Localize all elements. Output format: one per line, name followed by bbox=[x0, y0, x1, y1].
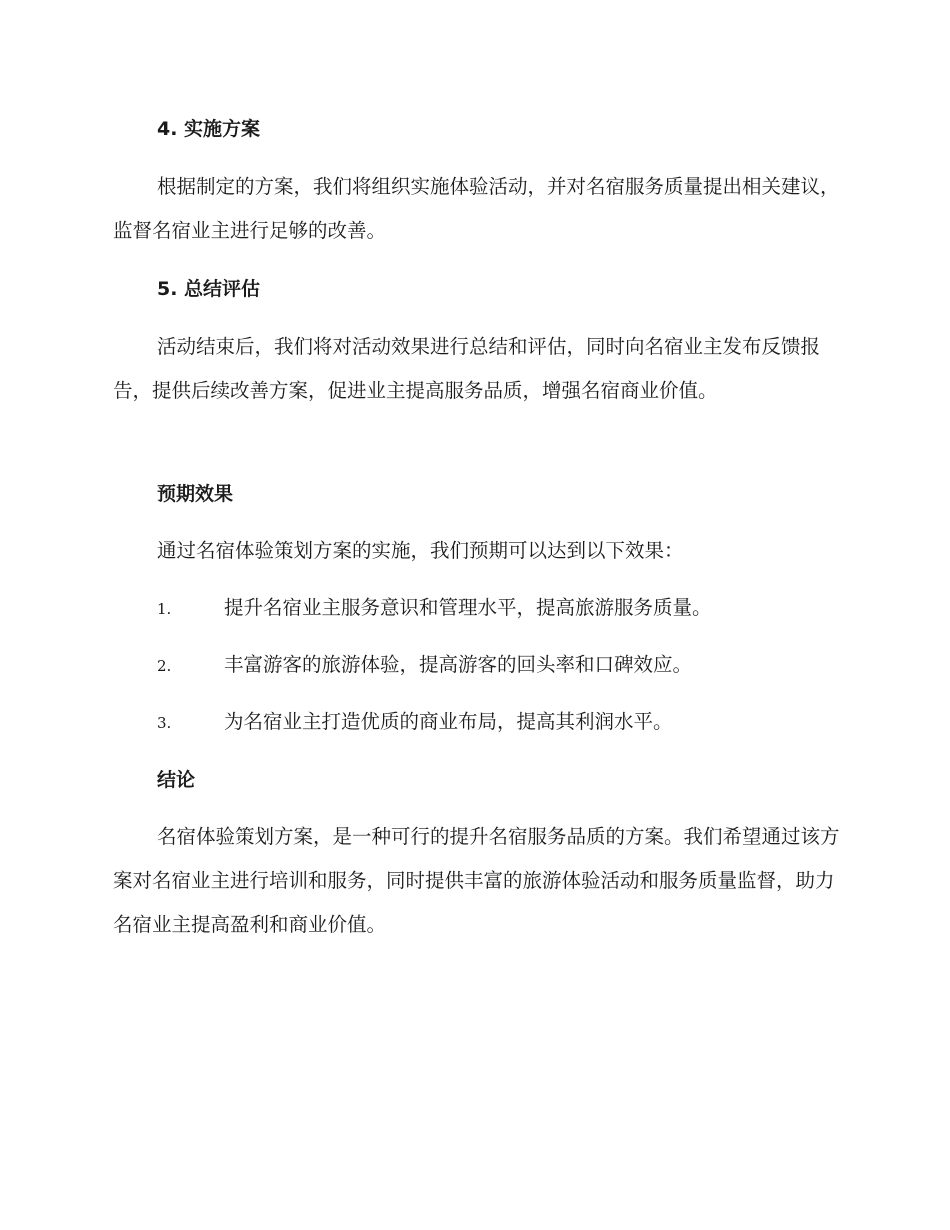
section-heading-conclusion: 结论 bbox=[157, 769, 196, 791]
section-heading-expected-effects: 预期效果 bbox=[157, 483, 234, 505]
list-item-number: 3. bbox=[157, 714, 172, 732]
list-item-number: 2. bbox=[157, 657, 172, 675]
list-item bbox=[157, 650, 857, 680]
section-paragraph-expected-effects: 通过名宿体验策划方案的实施，我们预期可以达到以下效果： bbox=[157, 539, 684, 562]
section-paragraph-evaluation: 活动结束后，我们将对活动效果进行总结和评估，同时向名宿业主发布反馈报告，提供后续改善方案，促进业主提高服务品质，增强名宿商业价值。 bbox=[113, 335, 821, 402]
section-paragraph-conclusion: 名宿体验策划方案，是一种可行的提升名宿服务品质的方案。我们希望通过该方案对名宿业主进行培训和服务，同时提供丰富的旅游体验活动和服务质量监督，助力名宿业主提高盈利和商业价值。 bbox=[113, 825, 840, 936]
list-item-text: 为名宿业主打造优质的商业布局，提高其利润水平。 bbox=[224, 710, 673, 733]
list-item bbox=[157, 707, 857, 737]
list-item-text: 提升名宿业主服务意识和管理水平，提高旅游服务质量。 bbox=[224, 596, 712, 619]
list-item-text: 丰富游客的旅游体验，提高游客的回头率和口碑效应。 bbox=[224, 653, 693, 676]
list-item-number: 1. bbox=[157, 600, 172, 618]
section-heading-evaluation: 5. 总结评估 bbox=[157, 278, 261, 300]
section-heading-implementation: 4. 实施方案 bbox=[157, 118, 261, 140]
list-item bbox=[157, 593, 857, 623]
section-paragraph-implementation: 根据制定的方案，我们将组织实施体验活动，并对名宿服务质量提出相关建议，监督名宿业主进行足够的改善。 bbox=[113, 175, 840, 242]
